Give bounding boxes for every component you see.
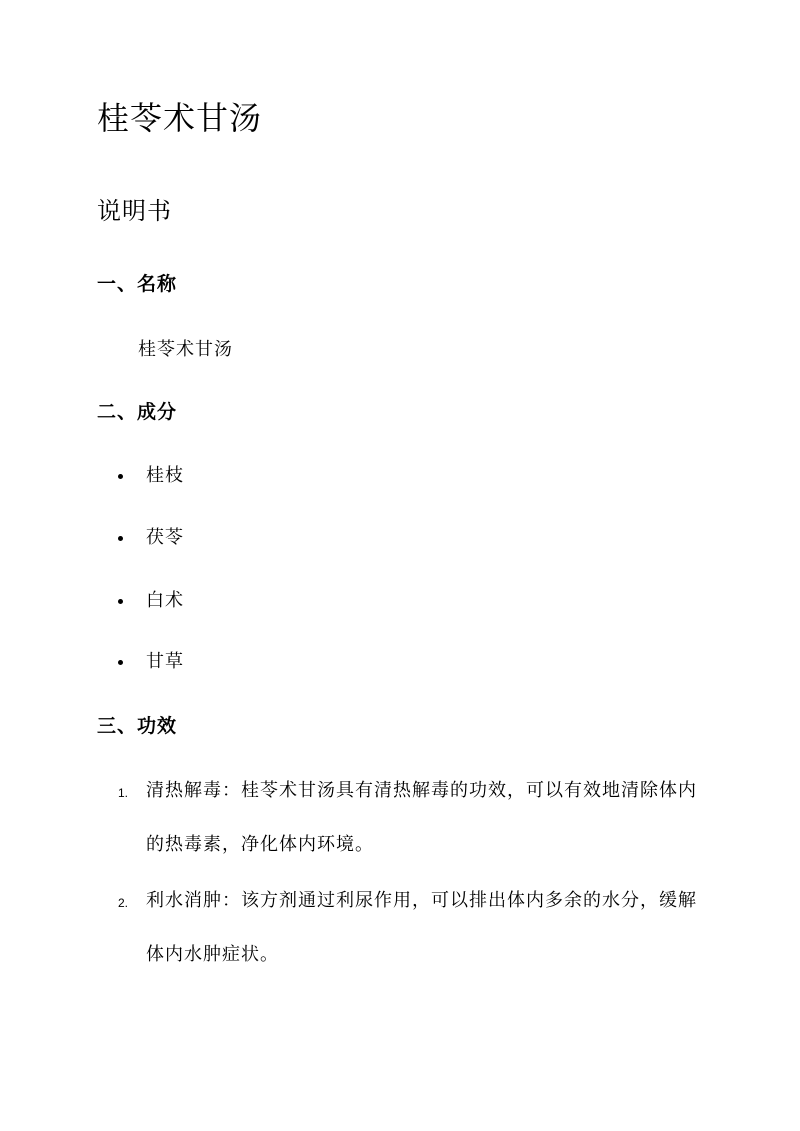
list-number: 1.: [118, 786, 129, 800]
list-number: 2.: [118, 896, 129, 910]
section-heading-name: 一、名称: [97, 273, 178, 295]
ingredient-label: 茯苓: [146, 527, 184, 548]
document-subtitle: 说明书: [97, 197, 172, 225]
name-text: 桂苓术甘汤: [138, 339, 233, 360]
ingredient-label: 甘草: [146, 651, 184, 672]
effect-text: 清热解毒：桂苓术甘汤具有清热解毒的功效，可以有效地清除体内的热毒素，净化体内环境。: [146, 780, 697, 855]
section-heading-ingredients: 二、成分: [97, 401, 178, 423]
bullet-icon: [118, 660, 123, 665]
ingredient-label: 桂枝: [146, 465, 184, 486]
list-item: [118, 462, 318, 490]
list-item: [118, 648, 318, 676]
list-item: [118, 587, 318, 615]
effect-text: 利水消肿：该方剂通过利尿作用，可以排出体内多余的水分，缓解体内水肿症状。: [146, 890, 697, 965]
ingredient-label: 白术: [146, 590, 184, 611]
document-title: 桂苓术甘汤: [97, 99, 263, 137]
bullet-icon: [118, 474, 123, 479]
bullet-icon: [118, 599, 123, 604]
bullet-icon: [118, 536, 123, 541]
section-heading-effects: 三、功效: [97, 715, 178, 737]
list-item: [118, 524, 318, 552]
